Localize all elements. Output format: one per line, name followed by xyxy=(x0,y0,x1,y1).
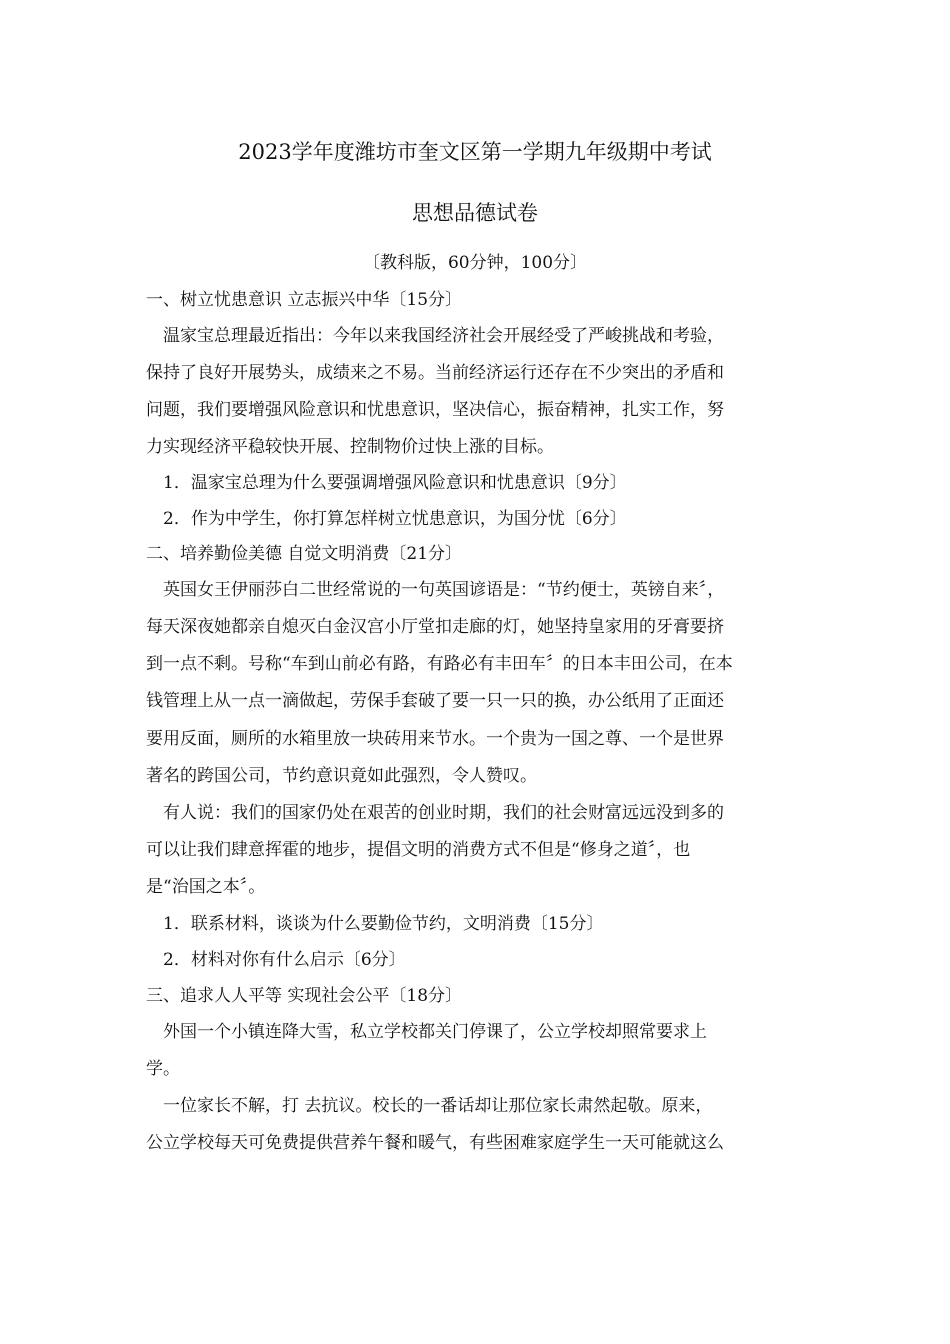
paragraph-line: 问题，我们要增强风险意识和忧患意识，坚决信心，振奋精神，扎实工作，努 xyxy=(146,400,724,420)
paragraph-line: 保持了良好开展势头，成绩来之不易。当前经济运行还存在不少突出的矛盾和 xyxy=(146,363,724,383)
paragraph-line: 到一点不剩。号称“车到山前必有路，有路必有丰田车〞的日本丰田公司，在本 xyxy=(146,654,733,674)
section-1-heading: 一、树立忧患意识 立志振兴中华〔15分〕 xyxy=(146,290,463,310)
paragraph-line: 有人说：我们的国家仍处在艰苦的创业时期，我们的社会财富远远没到多的 xyxy=(163,803,724,823)
exam-title: 2023学年度潍坊市奎文区第一学期九年级期中考试 xyxy=(238,140,712,164)
section-2-heading: 二、培养勤俭美德 自觉文明消费〔21分〕 xyxy=(146,544,463,564)
paragraph-line: 公立学校每天可免费提供营养午餐和暖气，有些困难家庭学生一天可能就这么 xyxy=(146,1133,724,1153)
section-3-heading: 三、追求人人平等 实现社会公平〔18分〕 xyxy=(146,986,463,1006)
paragraph-line: 要用反面，厕所的水箱里放一块砖用来节水。一个贵为一国之尊、一个是世界 xyxy=(146,729,724,749)
exam-meta: 〔教科版，60分钟，100分〕 xyxy=(362,253,588,273)
paragraph-line: 英国女王伊丽莎白二世经常说的一句英国谚语是：“节约便士，英镑自来〞， xyxy=(163,580,725,600)
question-1-1: 1．温家宝总理为什么要强调增强风险意识和忧患意识〔9分〕 xyxy=(163,473,627,493)
question-2-2: 2．材料对你有什么启示〔6分〕 xyxy=(163,950,406,970)
paragraph-line: 力实现经济平稳较快开展、控制物价过快上涨的目标。 xyxy=(146,437,554,457)
paragraph-line: 是“治国之本〞。 xyxy=(146,877,266,897)
paragraph-line: 每天深夜她都亲自熄灭白金汉宫小厅堂扣走廊的灯，她坚持皇家用的牙膏要挤 xyxy=(146,617,724,637)
paragraph-line: 钱管理上从一点一滴做起，劳保手套破了要一只一只的换，办公纸用了正面还 xyxy=(146,691,724,711)
paragraph-line: 可以让我们肆意挥霍的地步，提倡文明的消费方式不但是“修身之道〞，也 xyxy=(146,840,691,860)
paragraph-line: 一位家长不解，打 去抗议。校长的一番话却让那位家长肃然起敬。原来， xyxy=(163,1096,713,1116)
exam-subtitle: 思想品德试卷 xyxy=(412,201,538,225)
paragraph-line: 著名的跨国公司，节约意识竟如此强烈，令人赞叹。 xyxy=(146,766,537,786)
paragraph-line: 学。 xyxy=(146,1059,180,1079)
question-1-2: 2．作为中学生，你打算怎样树立忧患意识，为国分忧〔6分〕 xyxy=(163,509,627,529)
paragraph-line: 温家宝总理最近指出：今年以来我国经济社会开展经受了严峻挑战和考验， xyxy=(163,326,724,346)
paragraph-line: 外国一个小镇连降大雪，私立学校都关门停课了，公立学校却照常要求上 xyxy=(163,1022,707,1042)
question-2-1: 1．联系材料，谈谈为什么要勤俭节约，文明消费〔15分〕 xyxy=(163,914,604,934)
